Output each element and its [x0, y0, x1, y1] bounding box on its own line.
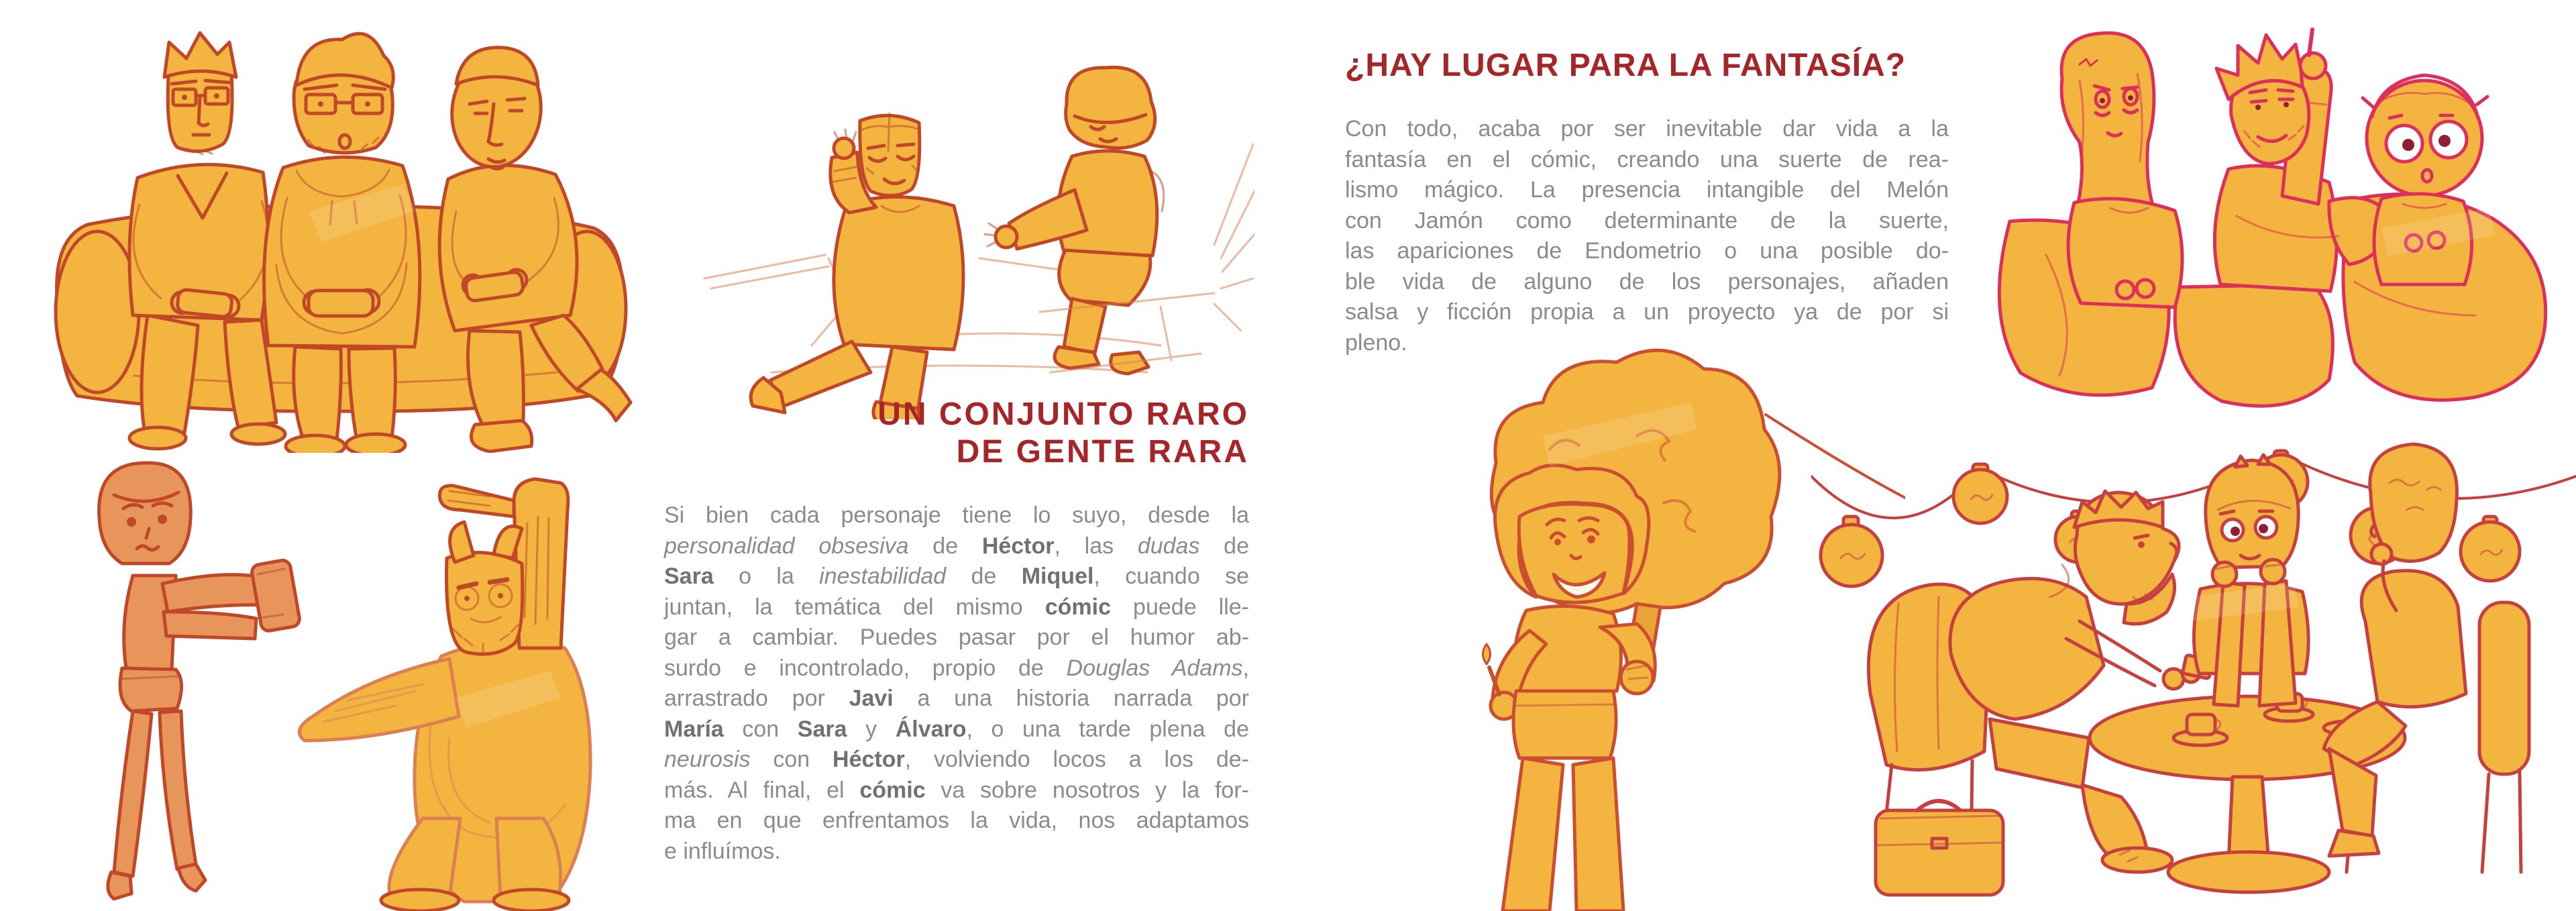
illustration-couch-gamers	[27, 10, 651, 453]
figure-girl-profile	[2324, 444, 2529, 872]
figure-worried-girl	[2061, 33, 2182, 307]
figure-torch-girl	[1483, 466, 1656, 911]
left-article-heading	[664, 396, 1249, 471]
illustration-photo-pair	[20, 443, 637, 911]
figure-girl-with-phone	[99, 463, 301, 899]
heading-line-2: DE GENTE RARA	[956, 434, 1249, 470]
figure-wide-eyed	[2363, 75, 2487, 284]
heading-line-1: UN CONJUNTO RARO	[877, 396, 1249, 432]
illustration-sitting-pair	[691, 57, 1254, 419]
right-article-paragraph: Con todo, acaba por ser inevitable dar vida a la fantasía en el cómic, creando una suerte de rea- lismo mágico. La presencia intangible del Melón con Jamón como determinante de la suerte, las apariciones de Endometrio o una posible do- ble vida de alguno de los personajes, añaden salsa y ficción propia a un proyecto ya de por si pleno.	[1345, 116, 1949, 356]
figure-pointing-man	[2214, 30, 2391, 291]
figure-bearded-man	[1868, 491, 2212, 895]
left-article-paragraph: Si bien cada personaje tiene lo suyo, desde la personalidad obsesiva de Héctor, las dudas de Sara o la inestabilidad de Miquel, cuando se juntan, la temática del mismo cómic puede lle- gar a cambiar. Puedes pasar por el humor ab- surdo e incontrolado, propio de Douglas Adams, arrastrado por Javi a una historia narrada por María con Sara y Álvaro, o una tarde plena de neurosis con Héctor, volviendo locos a los de- más. Al final, el cómic va sobre nosotros y la for- ma en que enfrentamos la vida, nos adaptamos e influímos.	[664, 502, 1250, 864]
figure-crouching	[985, 67, 1214, 374]
figure-girl-chin-on-hands	[2194, 455, 2308, 706]
figure-seated-smiling	[751, 113, 963, 419]
illustration-torch-girl	[1261, 329, 1905, 911]
briefcase	[1876, 810, 2003, 895]
right-article	[1345, 47, 1949, 358]
illustration-beanbag-group	[1979, 0, 2576, 436]
right-article-heading: ¿HAY LUGAR PARA LA FANTASÍA?	[1345, 48, 1907, 83]
left-article	[664, 396, 1249, 867]
illustration-cafe-scene	[1811, 376, 2576, 911]
